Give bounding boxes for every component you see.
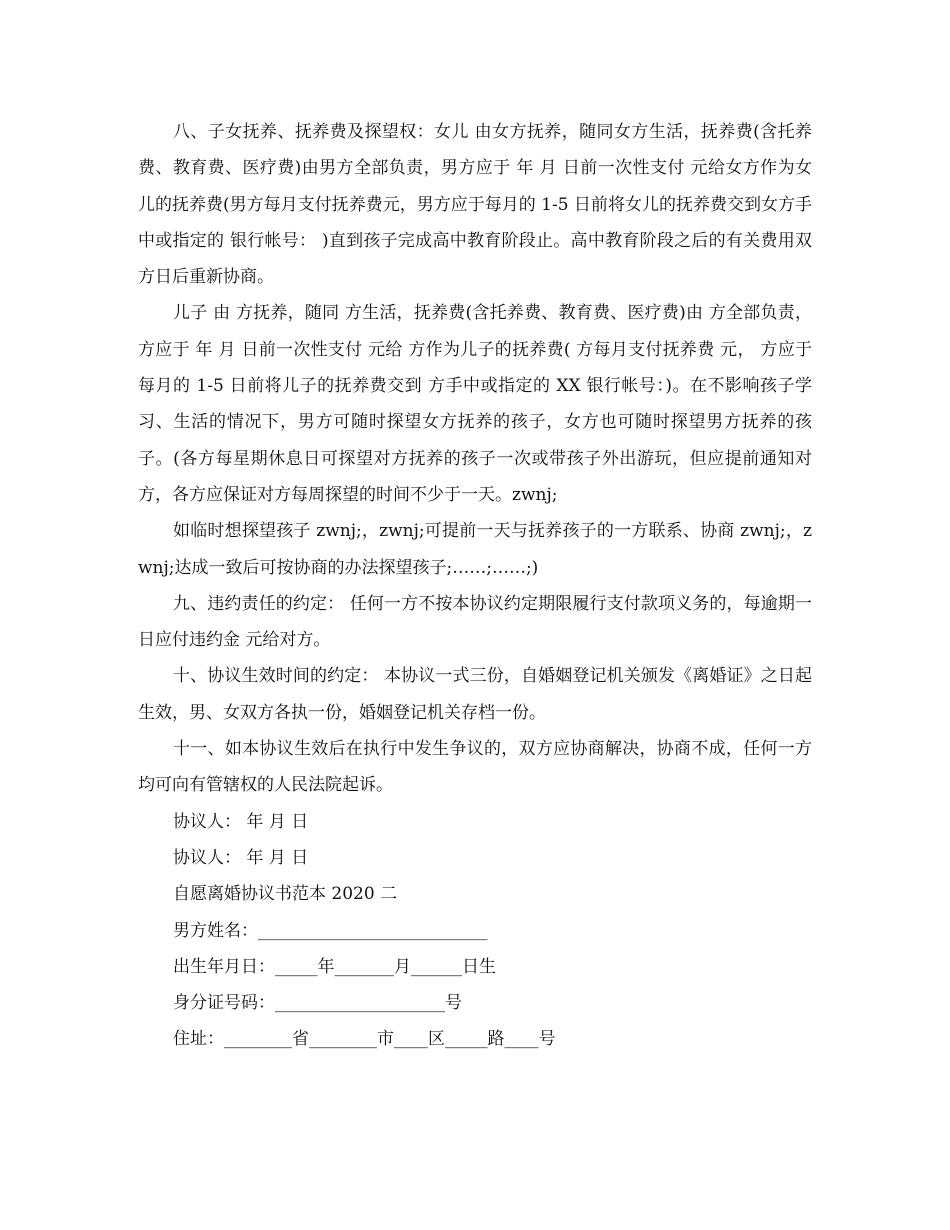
paragraph-child-custody-daughter: 八、子女抚养、抚养费及探望权：女儿 由女方抚养，随同女方生活，抚养费(含托养费、教育费、医疗费)由男方全部负责，男方应于 年 月 日前一次性支付 元给女方作为女儿的抚养费(男方每月支付抚养费元，男方应于每月的 1-5 日前将女儿的抚养费交到女方手中或指定的 银行帐号： )直到孩子完成高中教育阶段止。高中教育阶段之后的有关费用双方日后重新协商。 bbox=[138, 122, 812, 288]
address-field: 住址：________省________市____区_____路____号 bbox=[173, 1029, 556, 1050]
id-number-field: 身分证号码：____________________号 bbox=[173, 993, 462, 1014]
paragraph-temporary-visit: 如临时想探望孩子 zwnj;，zwnj;可提前一天与抚养孩子的一方联系、协商 zwnj;，zwnj;达成一致后可按协商的办法探望孩子;……;……;) bbox=[138, 521, 812, 578]
section-heading: 自愿离婚协议书范本 2020 二 bbox=[173, 884, 398, 905]
paragraph-dispute-resolution: 十一、如本协议生效后在执行中发生争议的，双方应协商解决，协商不成，任何一方均可向有管辖权的人民法院起诉。 bbox=[138, 739, 812, 796]
paragraph-breach-liability: 九、违约责任的约定： 任何一方不按本协议约定期限履行支付款项义务的，每逾期一日应付违约金 元给对方。 bbox=[138, 593, 812, 651]
paragraph-effective-time: 十、协议生效时间的约定： 本协议一式三份，自婚姻登记机关颁发《离婚证》之日起生效，男、女双方各执一份，婚姻登记机关存档一份。 bbox=[138, 666, 812, 723]
paragraph-child-custody-son: 儿子 由 方抚养，随同 方生活，抚养费(含托养费、教育费、医疗费)由 方全部负责，方应于 年 月 日前一次性支付 元给 方作为儿子的抚养费( 方每月支付抚养费 元， 方应于每月的 1-5 日前将儿子的抚养费交到 方手中或指定的 XX 银行帐号：)。在不影响孩子学习、生活的情况下，男方可随时探望女方抚养的孩子，女方也可随时探望男方抚养的孩子。(各方每星期休息日可探望对方抚养的孩子一次或带孩子外出游玩，但应提前通知对方，各方应保证对方每周探望的时间不少于一天。zwnj; bbox=[138, 303, 812, 505]
male-name-field: 男方姓名：___________________________ bbox=[173, 920, 488, 941]
signatory-line-2: 协议人： 年 月 日 bbox=[173, 847, 309, 868]
signatory-line-1: 协议人： 年 月 日 bbox=[173, 811, 309, 832]
birth-date-field: 出生年月日：_____年_______月______日生 bbox=[173, 956, 496, 977]
document-body bbox=[138, 114, 812, 1058]
